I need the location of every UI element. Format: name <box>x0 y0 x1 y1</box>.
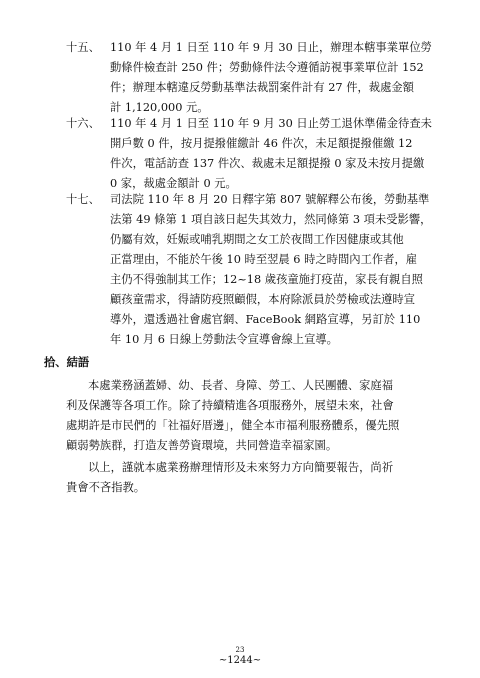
section-heading-conclusion: 拾、結語 <box>44 355 90 369</box>
conclusion-paragraph <box>66 376 446 456</box>
paragraph-line: 貴會不吝指教。 <box>66 481 146 494</box>
item-line: 110 年 4 月 1 日至 110 年 9 月 30 日止，辦理本轄事業單位勞 <box>110 41 432 54</box>
item-line: 動條件檢查計 250 件；勞動條件法令遵循訪視事業單位計 152 <box>110 61 424 74</box>
item-line: 件次，電話訪查 137 件次、裁處未足額提撥 0 家及未按月提繳 <box>110 157 425 170</box>
item-line: 司法院 110 年 8 月 20 日釋字第 807 號解釋公布後，勞動基準 <box>110 193 430 206</box>
item-line: 年 10 月 6 日線上勞動法令宣導會線上宣導。 <box>110 333 338 346</box>
item-line: 計 1,120,000 元。 <box>110 101 209 114</box>
item-line: 正當理由，不能於午後 10 時至翌晨 6 時之時間內工作者，雇 <box>110 253 418 266</box>
paragraph-line: 顧弱勢族群，打造友善勞資環境，共同營造幸福家園。 <box>66 439 338 452</box>
item-line: 主仍不得強制其工作；12~18 歲孩童施打疫苗，家長有親自照 <box>110 273 423 286</box>
paragraph-line: 以上，謹就本處業務辦理情形及未來努力方向簡要報告，尚祈 <box>88 461 394 474</box>
item-number: 十七、 <box>66 193 100 206</box>
item-line: 仍屬有效，妊娠或哺乳期間之女工於夜間工作因健康或其他 <box>110 233 404 246</box>
paragraph-line: 處期許是市民們的「社福好厝邊」，健全本市福利服務體系，優先照 <box>66 419 400 432</box>
report-item-17 <box>66 190 446 350</box>
page-number: ~1244~ <box>218 655 262 666</box>
closing-paragraph <box>66 458 446 498</box>
item-line: 110 年 4 月 1 日至 110 年 9 月 30 日止勞工退休準備金待查未 <box>110 117 432 130</box>
item-line: 開戶數 0 件，按月提撥催繳計 46 件次，未足額提撥催繳 12 <box>110 137 413 150</box>
item-line: 件；辦理本轄違反勞動基準法裁罰案件計有 27 件，裁處金額 <box>110 81 414 94</box>
report-item-16 <box>66 114 446 194</box>
report-item-15 <box>66 38 446 118</box>
item-line: 導外，還透過社會處官網、FaceBook 網路宣導，另訂於 110 <box>110 313 421 326</box>
paragraph-line: 利及保護等各項工作。除了持續精進各項服務外，展望未來，社會 <box>66 399 394 412</box>
paragraph-line: 本處業務涵蓋婦、幼、長者、身障、勞工、人民團體、家庭福 <box>88 379 394 392</box>
item-line: 0 家，裁處金額計 0 元。 <box>110 177 237 190</box>
item-number: 十六、 <box>66 117 100 130</box>
item-number: 十五、 <box>66 41 100 54</box>
item-line: 顧孩童需求，得請防疫照顧假，本府除派員於勞檢或法遵時宣 <box>110 293 416 306</box>
item-line: 法第 49 條第 1 項自該日起失其效力，然同條第 3 項未受影響， <box>110 213 432 226</box>
page-sub-number: 23 <box>235 646 245 654</box>
